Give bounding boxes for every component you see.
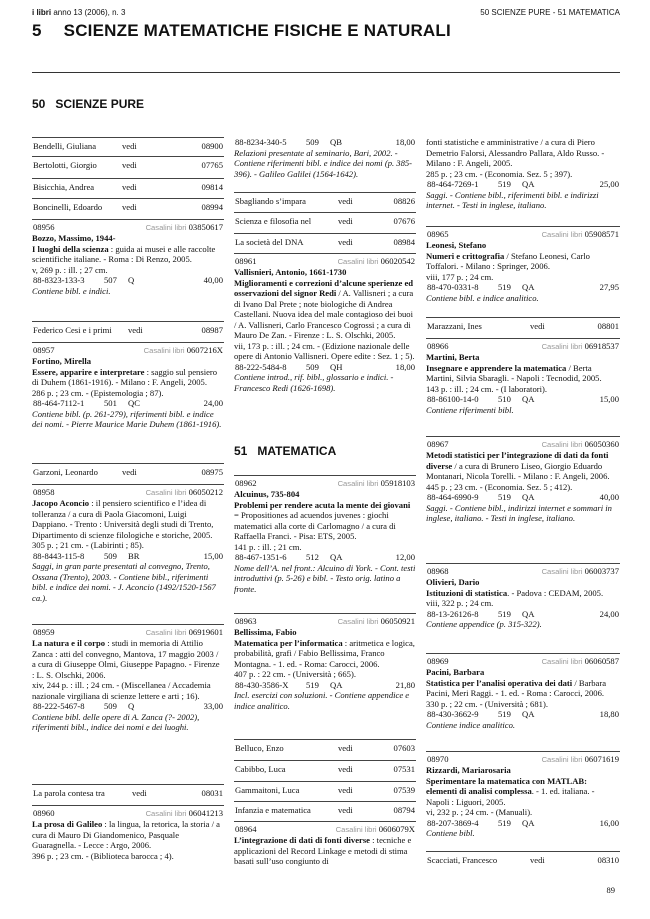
xref-row: La società del DNA vedi 08984 [234, 233, 416, 248]
entry-continued: 88-8234-340-5 509 QB 18,00 Relazioni presentate al seminario, Bari, 2002. - Contiene riferimenti bibl. e indice dei nomi (p. 385-396). - Galileo Galilei (1564-1642). [234, 137, 415, 179]
xref-row: Gammaitoni, Luca vedi 07539 [234, 781, 416, 796]
entry-08965: 08965 Casalini libri 05908571 Leonesi, Stefano Numeri e crittografia / Stefano Leonesi, Carlo Toffalori. - Milano : Springer, 2006. viii, 177 p. ; 24 cm. 88-470-0331-8 519 QA 27,95 Contiene bibl. e indice analitico. [426, 226, 620, 303]
entry-continued: fonti statistiche e amministrative / a cura di Piero Demetrio Falorsi, Alessandro Pallara, Aldo Russo. - Milano : F. Angeli, 2005. 285 p. ; 23 cm. - (Economia. Sez. 5 ; 397). 88-464-7269-1 519 QA 25,00 Saggi. - Contiene bibl., riferimenti bibl. e indirizzi internet. - Testi in inglese, italiano. [426, 137, 619, 210]
entry-08956: 08956 Casalini libri 03850617 Bozzo, Massimo, 1944- I luoghi della scienza : guida ai musei e alle raccolte scientifiche italiane. - Roma : Di Renzo, 2005. v, 269 p. : ill. ; 27 cm. 88-8323-133-3 507 Q 40,00 Contiene bibl. e indici. [32, 219, 224, 296]
xref-row: Bertolotti, Giorgio vedi 07765 [32, 156, 224, 171]
xref-row: Bisicchia, Andrea vedi 09814 [32, 178, 224, 193]
xref-row: La parola contesa tra vedi 08031 [32, 784, 224, 799]
xref-row: Scienza e filosofia nel vedi 07676 [234, 212, 416, 227]
entry-08957: 08957 Casalini libri 0607216X Fortino, Mirella Essere, apparire e interpretare : saggio sul pensiero di Duhem (1861-1916). - Milano : F. Angeli, 2005. 286 p. ; 23 cm. - (Epistemologia ; 87). 88-464-7112-1 501 QC 24,00 Contiene bibl. (p. 261-279), riferimenti bibl. e indice dei nomi. - Pierre Maurice Marie Duhem (1861-1916). [32, 342, 224, 430]
entry-08963: 08963 Casalini libri 06050921 Bellissima, Fabio Matematica per l’informatica : aritmetica e logica, probabilità, grafi / Fabio Bellissima, Franco Montagna. - 1. ed. - Roma: Carocci, 2006. 407 p. : 22 cm. - (Università ; 665). 88-430-3586-X 519 QA 21,80 Incl. esercizi con soluzioni. - Contiene appendice e indice analitico. [234, 613, 416, 711]
running-header [32, 8, 620, 20]
subsection-51-title: 51 MATEMATICA [234, 444, 337, 458]
xref-row: Sbagliando s’impara vedi 08826 [234, 192, 416, 207]
xref-row: Infanzia e matematica vedi 08794 [234, 801, 416, 816]
entry-08968: 08968 Casalini libri 06003737 Olivieri, Dario Istituzioni di statistica. - Padova : CEDAM, 2005. viii, 322 p. ; 24 cm. 88-13-26126-8 519 QA 24,00 Contiene appendice (p. 315-322). [426, 563, 620, 630]
xref-row: Bendelli, Giuliana vedi 08900 [32, 137, 224, 152]
entry-08970: 08970 Casalini libri 06071619 Rizzardi, Mariarosaria Sperimentare la matematica con MATLAB: elementi di analisi complessa. - 1. ed. italiana. - Napoli : Liguori, 2005. vi, 232 p. ; 24 cm. - (Manuali). 88-207-3869-4 519 QA 16,00 Contiene bibl. [426, 751, 620, 839]
xref-row: Federico Cesi e i primi vedi 08987 [32, 321, 224, 336]
xref-row: Belluco, Enzo vedi 07603 [234, 739, 416, 754]
xref-row: Cabibbo, Luca vedi 07531 [234, 760, 416, 775]
entry-08966: 08966 Casalini libri 06918537 Martini, Berta Insegnare e apprendere la matematica / Berta Martini, Silvia Sbaragli. - Napoli : Tecnodid, 2005. 143 p. : ill. ; 24 cm. - (I laboratori). 88-86100-14-0 510 QA 15,00 Contiene riferimenti bibl. [426, 338, 620, 415]
entry-08962: 08962 Casalini libri 05918103 Alcuinus, 735-804 Problemi per rendere acuta la mente dei giovani = Propositiones ad acuendos juvenes : giochi matematici alla corte di Carlomagno / a cura di Raffaella Franci. - Pisa: ETS, 2005. 141 p. : ill. ; 21 cm. 88-467-1351-6 512 QA 12,00 Nome dell’A. nel front.: Alcuino di York. - Cont. testi introduttivi (p. 5-26) e bibl. - Testo orig. latino a fronte. [234, 475, 416, 594]
entry-08969: 08969 Casalini libri 06060587 Pacini, Barbara Statistica per l’analisi operativa dei dati / Barbara Pacini, Meri Raggi. - 1. ed. - Roma : Carocci, 2006. 330 p. ; 22 cm. - (Università ; 681). 88-430-3662-9 519 QA 18,80 Contiene indice analitico. [426, 653, 620, 730]
entry-08964: 08964 Casalini libri 0606079X L’integrazione di dati di fonti diverse : tecniche e applicazioni del Record Linkage e metodi di stima basati sull’uso congiunto di [234, 821, 416, 867]
section-rule [32, 72, 620, 73]
page-number: 89 [606, 885, 615, 895]
entry-08967: 08967 Casalini libri 06050360 Metodi statistici per l’integrazione di dati da fonti diverse / a cura di Brunero Liseo, Giorgio Eduardo Montanari, Nicola Torelli. - Milano : F. Angeli, 2006. 445 p. ; 23 cm. - (Economia. Sez. 5 ; 412). 88-464-6990-9 519 QA 40,00 Saggi. - Contiene bibl., indirizzi internet e sommari in inglese, italiano. - Testi in inglese, italiano. [426, 436, 620, 524]
entry-08960: 08960 Casalini libri 06041213 La prosa di Galileo : la lingua, la retorica, la storia / a cura di Mauro Di Giandomenico, Pasquale Guaragnella. - Lecce : Argo, 2006. 396 p. ; 23 cm. - (Biblioteca barocca ; 4). [32, 805, 224, 861]
xref-row: Marazzani, Ines vedi 08801 [426, 317, 620, 332]
xref-row: Boncinelli, Edoardo vedi 08994 [32, 198, 224, 213]
section-title: 5 SCIENZE MATEMATICHE FISICHE E NATURALI [32, 21, 451, 40]
header-section: 50 SCIENZE PURE - 51 MATEMATICA [480, 8, 620, 17]
entry-08959: 08959 Casalini libri 06919601 La natura e il corpo : studi in memoria di Attilio Zanca : atti del convegno, Mantova, 17 maggio 2003 / a cura di Giuseppe Olmi, Giuseppe Papagno. - Firenze : L. S. Olschki, 2006. xiv, 244 p. : ill. ; 24 cm. - (Miscellanea / Accademia nazionale virgiliana di scienze lettere e arti ; 16). 88-222-5467-8 509 Q 33,00 Contiene bibl. delle opere di A. Zanca (?- 2002), riferimenti bibl., indice dei nomi e dei luoghi. [32, 624, 224, 733]
xref-row: Garzoni, Leonardo vedi 08975 [32, 463, 224, 478]
entry-08961: 08961 Casalini libri 06020542 Vallisnieri, Antonio, 1661-1730 Miglioramenti e correzioni d’alcune sperienze ed osservazioni del signor Redi / A. Vallisneri ; a cura di Ivano Dal Prete ; note biologiche di Andrea Castellani. Nuova idea del male contagioso dei buoi / A. Vallisneri, Carlo Francesco Cogrossi ; a cura di Mauro De Zan. - Firenze : L. S. Olschki, 2005. vii, 173 p. : ill. ; 24 cm. - (Edizione nazionale delle opere di Antonio Vallisneri. Opere edite : Sez. 1 ; 5). 88-222-5484-8 509 QH 18,00 Contiene introd., rif. bibl., glossario e indici. - Francesco Redi (1626-1698). [234, 253, 416, 393]
entry-08958: 08958 Casalini libri 06050212 Jacopo Aconcio : il pensiero scientifico e l’idea di tolleranza / a cura di Paola Giacomoni, Luigi Dappiano. - Trento : Università degli studi di Trento, Dipartimento di scienze filologiche e storiche, 2005. 305 p. ; 21 cm. - (Labirinti ; 85). 88-8443-115-8 509 BR 15,00 Saggi, in gran parte presentati al convegno, Trento, Ossana (Trento), 2003. - Contiene bibl., riferimenti bibl. e indice dei nomi. - J. Aconcio (1492/1520-1567 ca.). [32, 484, 224, 603]
journal-issue: i libri anno 13 (2006), n. 3 [32, 8, 126, 17]
xref-row: Scacciati, Francesco vedi 08310 [426, 851, 620, 866]
subsection-50-title: 50 SCIENZE PURE [32, 97, 145, 111]
